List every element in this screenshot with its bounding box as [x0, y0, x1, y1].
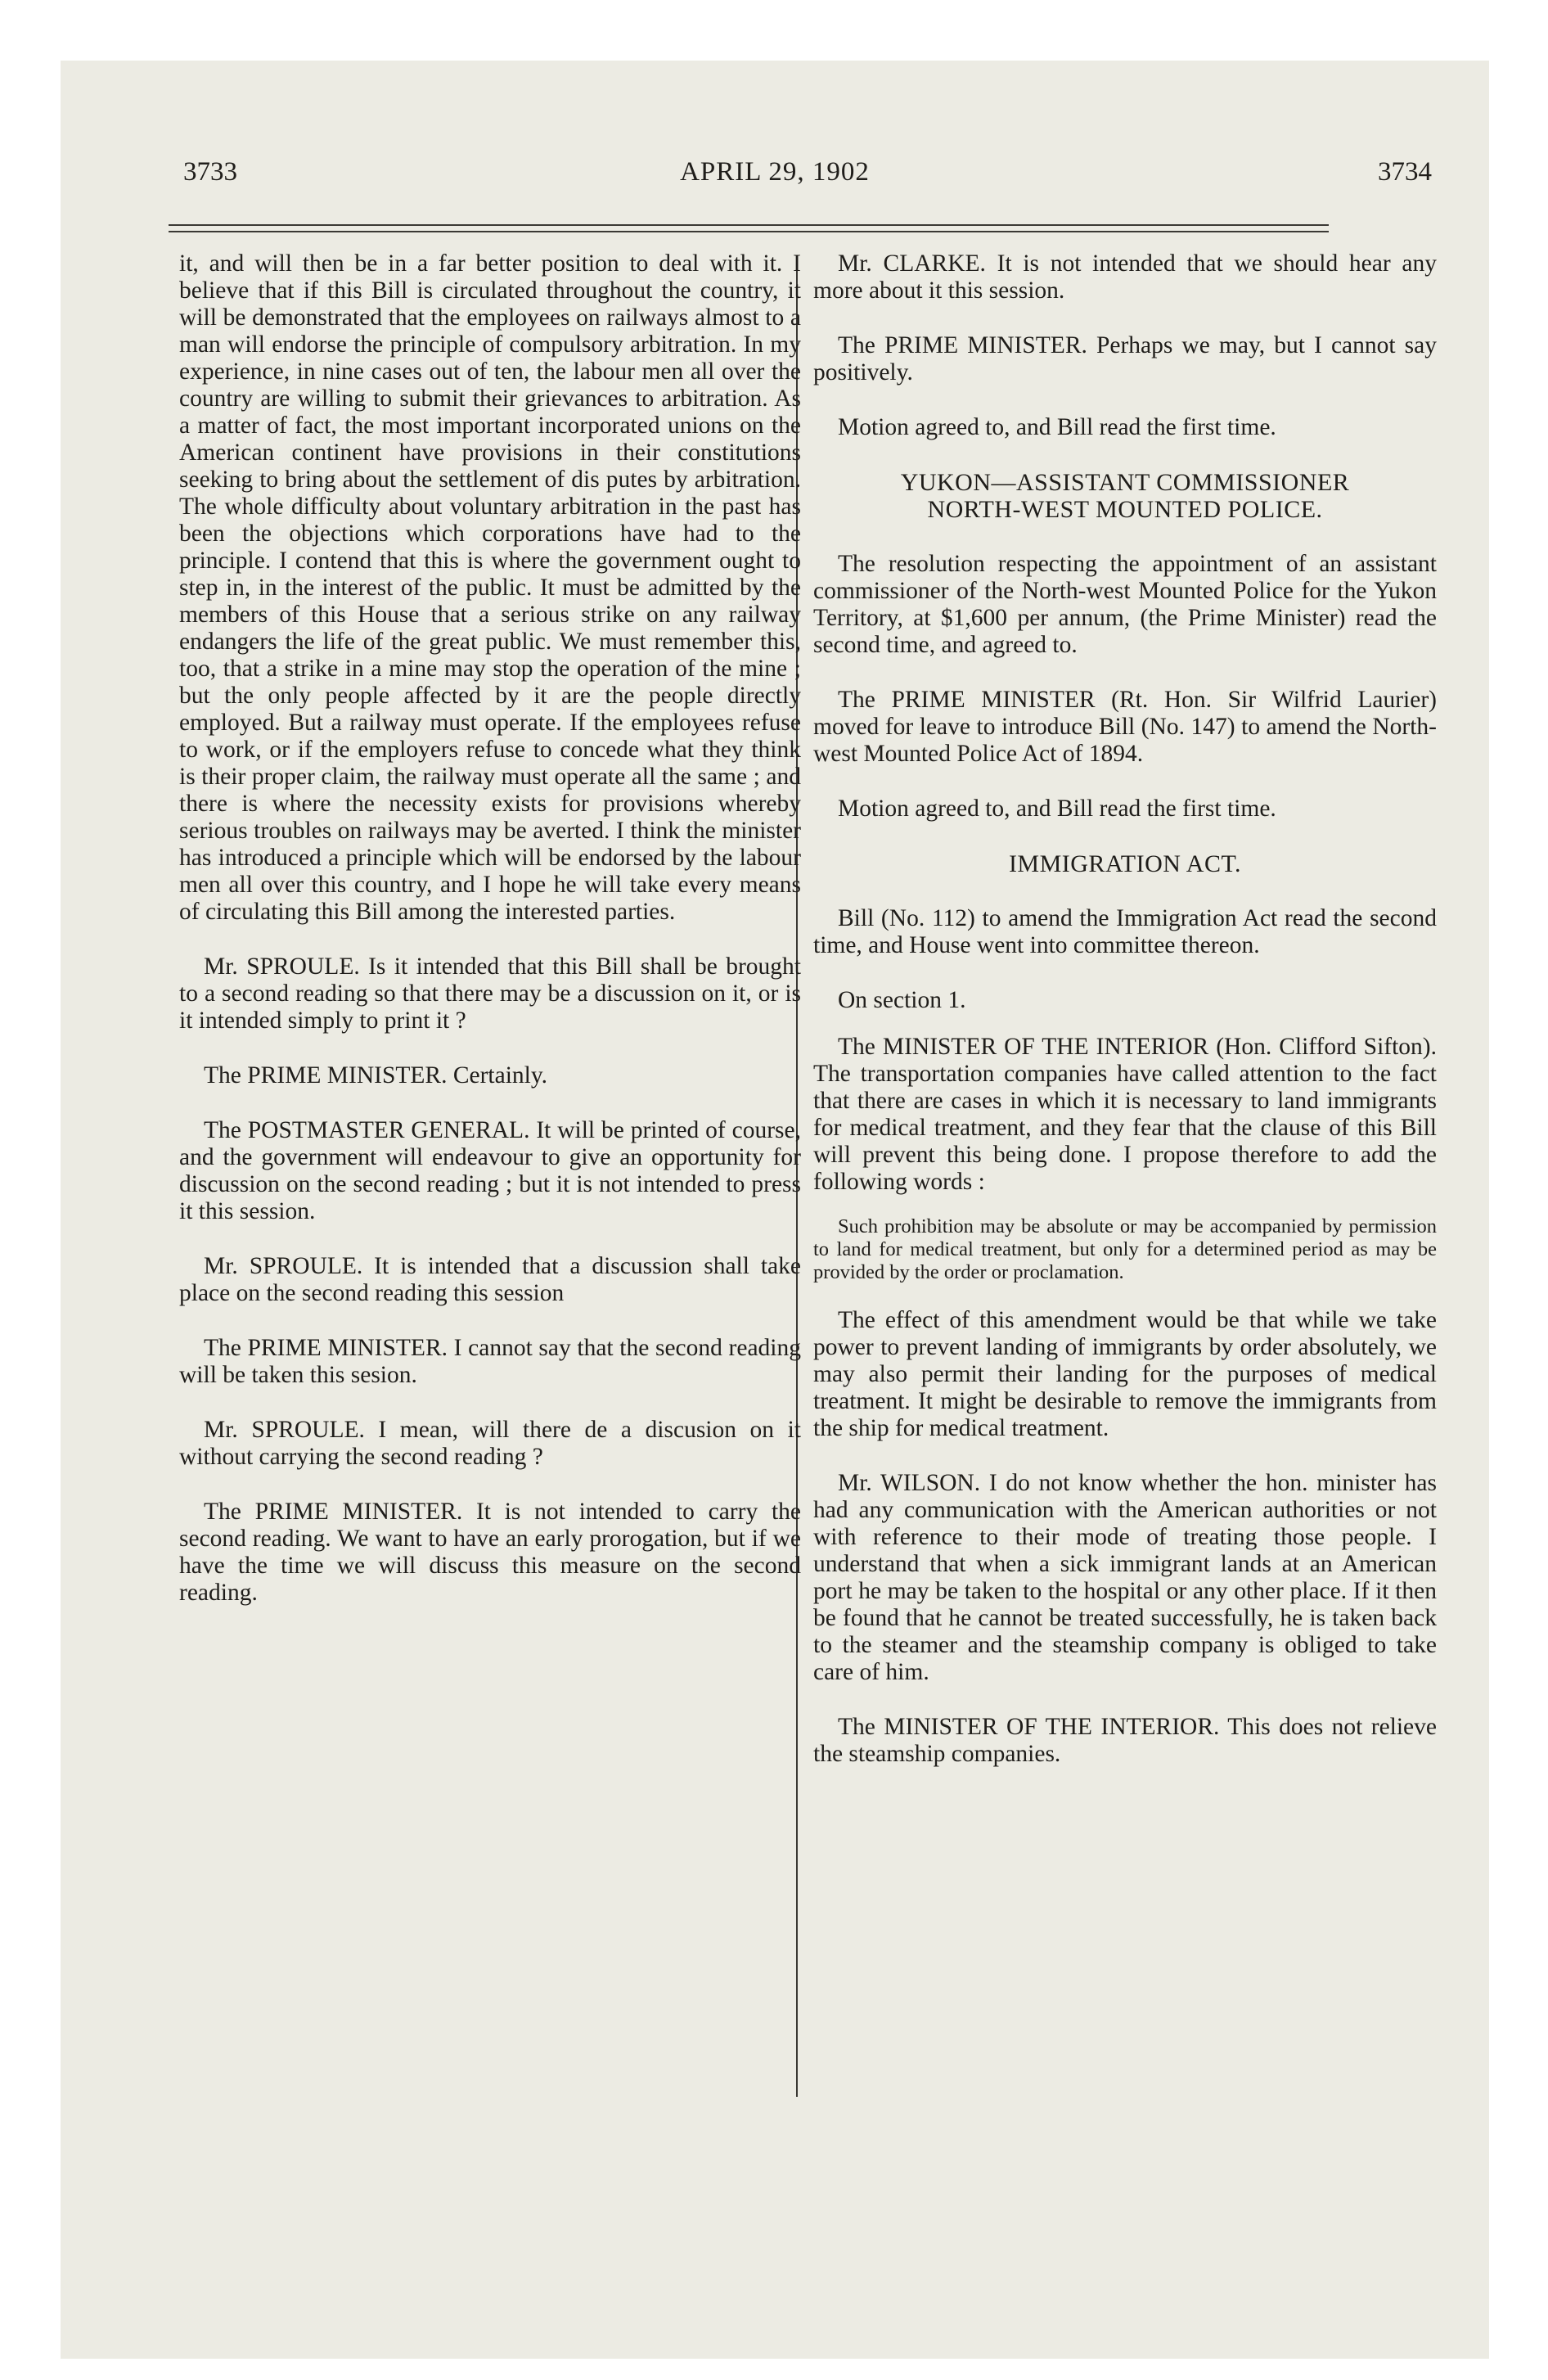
paragraph: Motion agreed to, and Bill read the first time.: [838, 414, 1276, 440]
paragraph: it, and will then be in a far better position to deal with it. I believe that if this Bill is circulated throughout the country, it will be demonstrated that the employees on railways almost to a man will endorse the principle of compulsory arbitration. In my experience, in nine cases out of ten, the labour men all over the country are willing to submit their grievances to arbitration. As a matter of fact, the most important incorporated unions on the American continent have provisions in their constitutions seeking to bring about the settlement of dis putes by arbitration. The whole difficulty about voluntary arbitration in the past has been the objections which corporations have had to the principle. I contend that this is where the government ought to step in, in the interest of the public. It must be admitted by the members of this House that a serious strike on any railway endangers the life of the great public. We must remember this, too, that a strike in a mine may stop the operation of the mine ; but the only people affected by it are the people directly employed. But a railway must operate. If the employees refuse to work, or if the employers refuse to concede what they think is their proper claim, the railway must operate all the same ; and there is where the necessity exists for provisions whereby serious troubles on railways may be averted. I think the minister has introduced a principle which will be endorsed by the labour men all over this country, and I hope he will take every means of circulating this Bill among the interested parties.: [179, 250, 801, 925]
header-rule-top: [169, 224, 1329, 226]
paragraph: Mr. WILSON. I do not know whether the hon. minister has had any communication with the American authorities or not with reference to their mode of treating those people. I understand that when a sick immigrant lands at an American port he may be taken to the hospital or any other place. If it then be found that he cannot be treated successfully, he is taken back to the steamer and the steamship company is obliged to take care of him.: [813, 1470, 1437, 1685]
paragraph: The PRIME MINISTER. It is not intended to carry the second reading. We want to have an early prorogation, but if we have the time we will discuss this measure on the second reading.: [179, 1499, 801, 1606]
left-page-number: 3733: [183, 157, 237, 187]
paragraph: The effect of this amendment would be that while we take power to prevent landing of immigrants by order absolutely, we may also permit their landing for the purposes of medical treatment. It might be desirable to remove the immigrants from the ship for medical treatment.: [813, 1307, 1437, 1441]
paragraph: On section 1.: [838, 987, 966, 1013]
paragraph: Mr. SPROULE. Is it intended that this Bill shall be brought to a second reading so that there may be a discussion on it, or is it intended simply to print it ?: [179, 953, 801, 1034]
heading-line: YUKON—ASSISTANT COMMISSIONER: [900, 469, 1350, 496]
section-heading-immigration: IMMIGRATION ACT.: [1008, 850, 1242, 877]
section-heading-yukon: [813, 469, 1437, 523]
paragraph: The resolution respecting the appointment of an assistant commissioner of the North-west Mounted Police for the Yukon Territory, at $1,600 per annum, (the Prime Minister) read the second time, and agreed to.: [813, 551, 1437, 658]
header-date: APRIL 29, 1902: [680, 157, 870, 187]
paragraph: The PRIME MINISTER (Rt. Hon. Sir Wilfrid Laurier) moved for leave to introduce Bill (No. 147) to amend the North-west Mounted Police Act of 1894.: [813, 687, 1437, 767]
right-page-number: 3734: [1378, 157, 1432, 187]
paragraph: Motion agreed to, and Bill read the first time.: [838, 796, 1276, 822]
paragraph: Mr. SPROULE. It is intended that a discussion shall take place on the second reading this session: [179, 1253, 801, 1306]
header-rule-bottom: [169, 231, 1329, 232]
right-column: [813, 250, 1437, 1796]
quoted-amendment: Such prohibition may be absolute or may be accompanied by permission to land for medical treatment, but only for a determined period as may be provided by the order or proclamation.: [813, 1215, 1437, 1283]
document-page: [61, 61, 1489, 2359]
heading-line: NORTH-WEST MOUNTED POLICE.: [927, 496, 1323, 523]
paragraph: The PRIME MINISTER. I cannot say that the second reading will be taken this sesion.: [179, 1335, 801, 1388]
paragraph: Mr. SPROULE. I mean, will there de a discusion on it without carrying the second reading ?: [179, 1417, 801, 1470]
left-column: [179, 250, 801, 1634]
paragraph: The MINISTER OF THE INTERIOR. This does not relieve the steamship companies.: [813, 1714, 1437, 1767]
paragraph: Bill (No. 112) to amend the Immigration Act read the second time, and House went into committee thereon.: [813, 905, 1437, 958]
paragraph: Mr. CLARKE. It is not intended that we should hear any more about it this session.: [813, 250, 1437, 304]
page-header: [61, 61, 1489, 187]
paragraph: The POSTMASTER GENERAL. It will be printed of course, and the government will endeavour to give an opportunity for discussion on the second reading ; but it is not intended to press it this session.: [179, 1117, 801, 1224]
paragraph: The PRIME MINISTER. Perhaps we may, but I cannot say positively.: [813, 332, 1437, 385]
paragraph: The MINISTER OF THE INTERIOR (Hon. Clifford Sifton). The transportation companies have called attention to the fact that there are cases in which it is necessary to land immigrants for medical treatment, and they fear that the clause of this Bill will prevent this being done. I propose therefore to add the following words :: [813, 1034, 1437, 1195]
paragraph: The PRIME MINISTER. Certainly.: [204, 1062, 548, 1089]
